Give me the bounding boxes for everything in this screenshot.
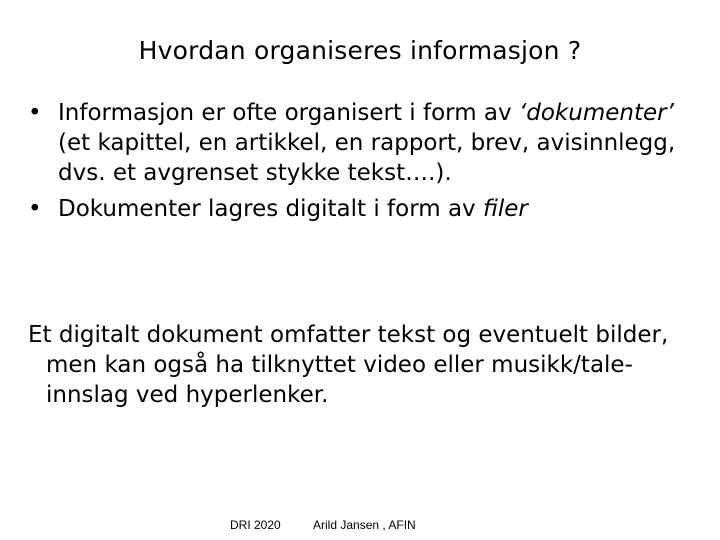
bullet-list <box>28 98 688 230</box>
footer-course: DRI 2020 <box>230 518 281 532</box>
body-paragraph: Et digitalt dokument omfatter tekst og eventuelt bilder, men kan også ha tilknyttet video eller musikk/tale- innslag ved hyperlenker. <box>28 322 669 408</box>
bullet-item-files <box>28 194 688 224</box>
footer-author: Arild Jansen , AFIN <box>313 518 416 532</box>
slide-title: Hvordan organiseres informasjon ? <box>138 36 582 65</box>
bullet-item-documents <box>28 98 688 188</box>
bullet-text: Informasjon er ofte organisert i form av <box>58 100 519 126</box>
emphasis-text: filer <box>482 196 528 222</box>
bullet-marker: • <box>28 196 42 222</box>
bullet-text: (et kapittel, en artikkel, en rapport, brev, avisinnlegg, dvs. et avgrenset stykke tekst….). <box>58 130 676 186</box>
emphasis-text: ‘dokumenter’ <box>518 100 674 126</box>
bullet-marker: • <box>28 100 42 126</box>
bullet-text: Dokumenter lagres digitalt i form av <box>58 196 483 222</box>
